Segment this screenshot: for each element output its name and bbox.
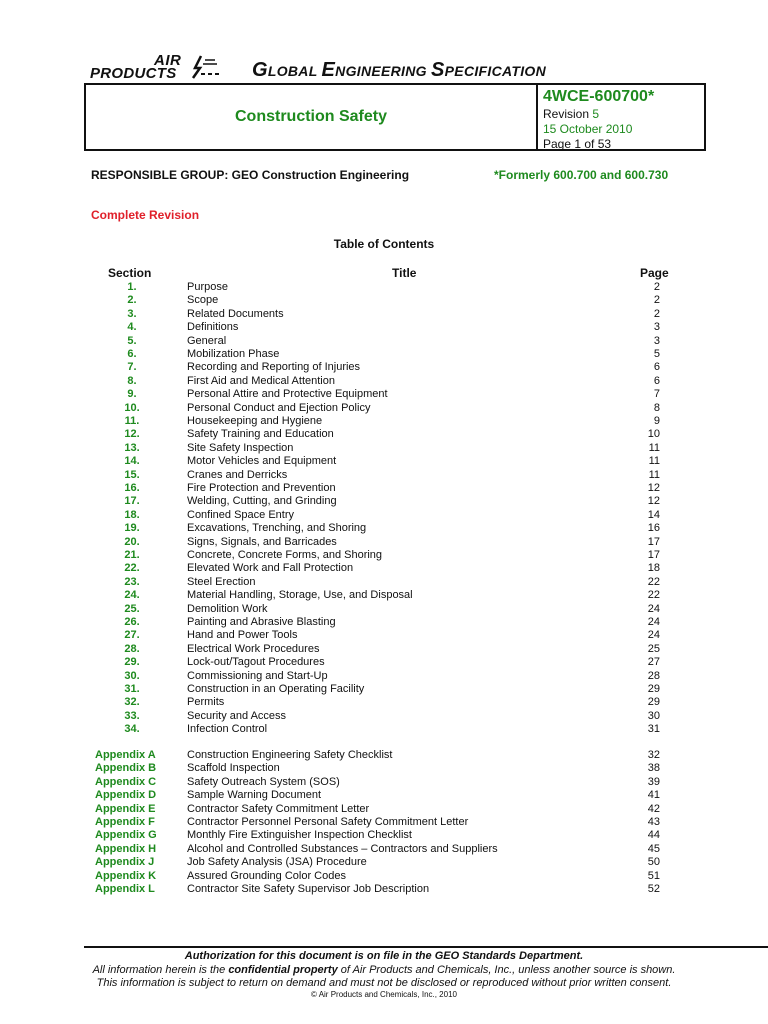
entry-title: Electrical Work Procedures [187, 642, 320, 655]
entry-title: Purpose [187, 281, 228, 293]
toc-title: Table of Contents [333, 237, 435, 251]
toc-section-row [0, 683, 768, 696]
entry-title: Safety Training and Education [187, 428, 334, 441]
formerly-note: *Formerly 600.700 and 600.730 [494, 168, 669, 182]
toc-section-row [0, 723, 768, 736]
entry-page: 11 [648, 455, 660, 468]
toc-section-row [0, 603, 768, 616]
toc-section-row [0, 361, 768, 374]
section-number: 4. [127, 321, 137, 334]
entry-page: 22 [647, 575, 660, 588]
entry-page: 5 [653, 348, 660, 360]
entry-title: Elevated Work and Fall Protection [187, 562, 354, 575]
toc-section-row [0, 455, 768, 468]
entry-page: 27 [647, 656, 660, 669]
footer-confidential-pre: All information herein is the [92, 964, 229, 976]
appendix-label: Appendix F [95, 816, 155, 828]
spec-heading-part: G [252, 59, 268, 81]
toc-section-row [0, 589, 768, 602]
entry-page: 2 [653, 281, 660, 293]
section-number: 19. [124, 522, 140, 535]
section-number: 21. [124, 549, 140, 561]
entry-title: Scaffold Inspection [187, 762, 280, 775]
section-number: 27. [124, 629, 140, 642]
toc-section-row [0, 402, 768, 415]
entry-title: Contractor Personnel Personal Safety Commitment Letter [187, 816, 469, 828]
section-number: 9. [127, 388, 137, 401]
toc-section-row [0, 415, 768, 428]
entry-title: General [187, 334, 227, 347]
appendix-label: Appendix G [95, 829, 157, 842]
section-number: 16. [124, 482, 140, 494]
entry-title: Monthly Fire Extinguisher Inspection Checklist [187, 829, 412, 842]
entry-title: Personal Attire and Protective Equipment [187, 388, 388, 401]
toc-section-row [0, 388, 768, 401]
entry-title: Cranes and Derricks [187, 468, 288, 481]
toc-section-row [0, 482, 768, 495]
entry-page: 51 [647, 869, 660, 882]
entry-page: 18 [647, 562, 660, 575]
spec-heading-part: E [321, 59, 336, 81]
toc-section-row [0, 670, 768, 683]
section-number: 24. [124, 589, 140, 602]
toc-appendix-row [0, 816, 768, 829]
entry-page: 29 [647, 683, 660, 695]
entry-title: Recording and Reporting of Injuries [187, 361, 361, 374]
appendix-label: Appendix H [95, 842, 157, 855]
entry-page: 42 [647, 802, 660, 815]
entry-page: 24 [647, 602, 660, 615]
entry-page: 8 [653, 401, 660, 414]
document-meta [543, 87, 703, 152]
toc-section-row [0, 710, 768, 723]
appendix-label: Appendix J [95, 856, 155, 869]
entry-title: Construction in an Operating Facility [187, 683, 365, 695]
entry-page: 2 [653, 294, 660, 307]
footer-confidential-post: of Air Products and Chemicals, Inc., unless another source is shown. [337, 964, 676, 976]
section-number: 33. [124, 709, 140, 722]
entry-title: Fire Protection and Prevention [187, 482, 336, 494]
entry-title: Related Documents [187, 307, 284, 320]
entry-title: Demolition Work [187, 602, 268, 615]
entry-page: 3 [653, 321, 660, 334]
section-number: 30. [124, 669, 140, 682]
entry-page: 25 [647, 642, 660, 655]
entry-title: Job Safety Analysis (JSA) Procedure [187, 856, 367, 869]
entry-page: 38 [647, 762, 660, 775]
entry-page: 24 [647, 616, 660, 628]
entry-page: 17 [647, 549, 660, 561]
toc-appendix-row [0, 843, 768, 856]
entry-title: Safety Outreach System (SOS) [187, 775, 340, 788]
entry-title: Permits [187, 696, 225, 709]
entry-title: Material Handling, Storage, Use, and Disposal [187, 589, 413, 602]
page-info: Page 1 of 53 [543, 137, 612, 151]
logo-air-text: AIR [154, 52, 182, 69]
appendix-label: Appendix B [95, 762, 157, 775]
entry-title: Site Safety Inspection [187, 441, 294, 454]
appendix-label: Appendix A [95, 749, 156, 761]
toc-section-row [0, 442, 768, 455]
entry-page: 16 [647, 522, 660, 535]
entry-page: 28 [647, 669, 660, 682]
section-number: 2. [127, 294, 137, 307]
entry-title: Personal Conduct and Ejection Policy [187, 401, 371, 414]
section-number: 18. [124, 508, 140, 521]
toc-section-row [0, 562, 768, 575]
document-number: 4WCE-600700* [543, 88, 655, 105]
toc-section-row [0, 656, 768, 669]
entry-page: 43 [647, 816, 660, 828]
entry-title: Signs, Signals, and Barricades [187, 535, 337, 548]
entry-page: 17 [647, 535, 660, 548]
entry-page: 52 [647, 883, 660, 895]
entry-page: 11 [648, 468, 660, 481]
complete-revision-label: Complete Revision [91, 208, 200, 222]
section-number: 15. [124, 468, 140, 481]
entry-title: Confined Space Entry [187, 508, 295, 521]
section-number: 5. [127, 334, 137, 347]
toc-section-row [0, 576, 768, 589]
logo-products-text: PRODUCTS [90, 65, 177, 82]
entry-page: 3 [653, 334, 660, 347]
toc-section-row [0, 696, 768, 709]
toc-appendix-row [0, 789, 768, 802]
responsible-group: RESPONSIBLE GROUP: GEO Construction Engineering [91, 168, 410, 182]
section-number: 17. [124, 495, 140, 508]
section-number: 6. [127, 348, 137, 360]
appendix-label: Appendix E [95, 802, 156, 815]
section-number: 25. [124, 602, 140, 615]
toc-section-row [0, 308, 768, 321]
appendix-label: Appendix L [95, 883, 155, 895]
entry-title: Scope [187, 294, 219, 307]
section-number: 32. [124, 696, 140, 709]
revision-label: Revision [543, 107, 593, 121]
entry-page: 39 [647, 775, 660, 788]
toc-section-row [0, 321, 768, 334]
entry-title: Concrete, Concrete Forms, and Shoring [187, 549, 383, 561]
entry-page: 44 [647, 829, 660, 842]
entry-title: Hand and Power Tools [187, 629, 298, 642]
entry-page: 24 [647, 629, 660, 642]
entry-title: Welding, Cutting, and Grinding [187, 495, 337, 508]
section-number: 7. [127, 361, 137, 374]
footer-authorization: Authorization for this document is on file in the GEO Standards Department. [184, 950, 584, 962]
toc-section-row [0, 294, 768, 307]
toc-appendix-row [0, 776, 768, 789]
entry-title: Security and Access [187, 709, 287, 722]
spec-heading [252, 59, 546, 82]
section-number: 22. [124, 562, 140, 575]
toc-appendix-row [0, 870, 768, 883]
title-box-divider [536, 85, 538, 149]
entry-page: 50 [647, 856, 660, 869]
entry-page: 2 [653, 307, 660, 320]
toc-header-section: Section [108, 266, 152, 280]
revision-number: 5 [592, 107, 600, 121]
toc-section-row [0, 495, 768, 508]
section-number: 11. [124, 415, 140, 427]
toc-header-page: Page [640, 266, 669, 280]
entry-title: Alcohol and Controlled Substances – Contractors and Suppliers [187, 842, 498, 855]
entry-title: Painting and Abrasive Blasting [187, 616, 336, 628]
appendix-label: Appendix C [95, 775, 157, 788]
toc-section-row [0, 509, 768, 522]
entry-title: Assured Grounding Color Codes [187, 869, 346, 882]
logo-mark-icon [191, 54, 223, 80]
toc-section-row [0, 549, 768, 562]
section-number: 29. [124, 656, 140, 669]
entry-title: Steel Erection [187, 575, 256, 588]
section-number: 31. [124, 683, 140, 695]
entry-title: Lock-out/Tagout Procedures [187, 656, 325, 669]
entry-title: Motor Vehicles and Equipment [187, 455, 337, 468]
appendix-label: Appendix D [95, 789, 157, 802]
air-products-logo [88, 52, 238, 86]
entry-page: 12 [647, 482, 660, 494]
section-number: 28. [124, 642, 140, 655]
entry-page: 30 [647, 709, 660, 722]
toc-appendix-row [0, 749, 768, 762]
section-number: 10. [124, 401, 140, 414]
toc-section-row [0, 643, 768, 656]
revision-line [543, 107, 703, 122]
toc-appendix-row [0, 856, 768, 869]
entry-page: 10 [647, 428, 660, 441]
entry-page: 9 [653, 415, 660, 427]
section-number: 34. [124, 723, 140, 736]
entry-page: 6 [653, 374, 660, 387]
entry-title: Definitions [187, 321, 239, 334]
entry-page: 41 [647, 789, 660, 802]
section-number: 1. [127, 281, 137, 293]
entry-page: 45 [647, 842, 660, 855]
footer-rule [84, 946, 768, 948]
title-box [84, 83, 706, 151]
toc-section-row [0, 469, 768, 482]
section-number: 23. [124, 575, 140, 588]
entry-page: 32 [647, 749, 660, 761]
toc-section-row [0, 428, 768, 441]
entry-page: 12 [647, 495, 660, 508]
entry-title: Excavations, Trenching, and Shoring [187, 522, 367, 535]
spec-heading-part: PECIFICATION [444, 63, 547, 79]
toc-section-row [0, 335, 768, 348]
entry-title: Infection Control [187, 723, 268, 736]
toc-appendix-row [0, 829, 768, 842]
toc-section-row [0, 616, 768, 629]
entry-title: Contractor Safety Commitment Letter [187, 802, 370, 815]
toc-appendix-row [0, 803, 768, 816]
entry-page: 6 [653, 361, 660, 374]
entry-title: Housekeeping and Hygiene [187, 415, 323, 427]
section-number: 26. [124, 616, 140, 628]
section-number: 14. [124, 455, 140, 468]
entry-title: Contractor Site Safety Supervisor Job Description [187, 883, 430, 895]
entry-title: Sample Warning Document [187, 789, 322, 802]
toc-section-row [0, 281, 768, 294]
spec-heading-part: LOBAL [267, 63, 322, 79]
entry-title: Commissioning and Start-Up [187, 669, 328, 682]
appendix-label: Appendix K [95, 869, 157, 882]
toc-section-row [0, 375, 768, 388]
toc-section-row [0, 522, 768, 535]
entry-page: 7 [653, 388, 660, 401]
entry-page: 14 [647, 508, 660, 521]
section-number: 20. [124, 535, 140, 548]
document-date: 15 October 2010 [543, 122, 633, 136]
footer-return-notice: This information is subject to return on demand and must not be disclosed or reproduced without prior written consent. [96, 977, 672, 989]
document-title: Construction Safety [234, 108, 387, 125]
entry-page: 31 [647, 723, 660, 736]
spec-heading-part: S [431, 59, 445, 81]
entry-page: 11 [648, 441, 660, 454]
toc-section-row [0, 348, 768, 361]
toc-header-title: Title [392, 266, 417, 280]
section-number: 3. [127, 307, 137, 320]
toc-appendix-row [0, 883, 768, 896]
toc-appendix-row [0, 762, 768, 775]
section-number: 13. [124, 441, 140, 454]
section-number: 8. [127, 374, 137, 387]
footer-copyright: © Air Products and Chemicals, Inc., 2010 [311, 990, 457, 999]
toc-section-row [0, 629, 768, 642]
spec-heading-part: NGINEERING [335, 63, 432, 79]
entry-page: 29 [647, 696, 660, 709]
entry-page: 22 [647, 589, 660, 602]
toc-section-row [0, 536, 768, 549]
footer-confidential-bold: confidential property [228, 964, 338, 976]
entry-title: Construction Engineering Safety Checklist [187, 749, 393, 761]
section-number: 12. [124, 428, 140, 441]
footer-confidential [0, 964, 768, 976]
entry-title: Mobilization Phase [187, 348, 280, 360]
entry-title: First Aid and Medical Attention [187, 374, 335, 387]
